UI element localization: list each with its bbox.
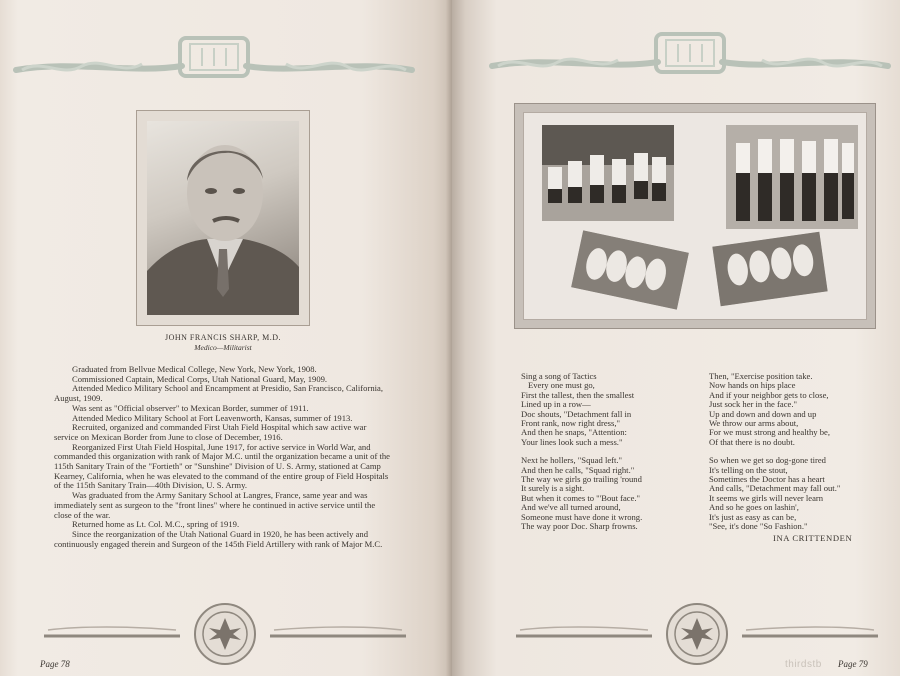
poem-line: Front rank, now right dress,"	[521, 418, 620, 429]
biography-text	[54, 365, 392, 549]
poem-line: Sing a song of Tactics	[521, 371, 597, 381]
group-photo-4	[712, 232, 827, 306]
bio-paragraph: Graduated from Bellvue Medical College, New York, New York, 1908.	[72, 364, 317, 374]
photo-collage	[514, 103, 876, 329]
poem-line: The way poor Doc. Sharp frowns.	[521, 521, 638, 532]
watermark: thirdstb	[785, 659, 822, 670]
poem-stanza	[521, 456, 642, 531]
maltese-cross-seal-icon	[40, 602, 410, 666]
portrait-frame	[136, 110, 310, 326]
bio-paragraph: Attended Medico Military School at Fort Leavenworth, Kansas, summer of 1913.	[72, 412, 353, 423]
poem-column-right	[709, 372, 840, 541]
poem-line: Your lines look such a mess."	[521, 436, 623, 447]
group-photo-3	[571, 230, 689, 309]
poem-line: But when it comes to "'Bout face."	[521, 492, 641, 503]
bio-paragraph: Commissioned Captain, Medical Corps, Utah National Guard, May, 1909.	[72, 373, 328, 384]
poem-line: It's just as easy as can be,	[709, 511, 797, 522]
poem-line: It seems we girls will never learn	[709, 492, 824, 503]
group-photo-2	[726, 125, 858, 229]
poem-line: Now hands on hips place	[709, 380, 796, 391]
poem-author: INA CRITTENDEN	[773, 533, 853, 543]
portrait-figure	[147, 121, 299, 315]
poem-line: The way we girls go trailing 'round	[521, 474, 642, 485]
bio-paragraph: Reorganized First Utah Field Hospital, June 1917, for active service in World War, and commanded this organization with rank of Major M.C. until the organization became a unit of the 115th Sanitary Train of the "Fortieth" or "Sunshine" Division of U. S. Army, stationed at Camp Kearney, California, when he was elevated to the command of the entire group of Field Hospitals of the 115th Sanitary Train—40th Division, U. S. Army.	[54, 441, 390, 491]
poem-line: "See, it's done "So Fashion."	[709, 521, 808, 532]
portrait-caption-name: JOHN FRANCIS SHARP, M.D.	[164, 333, 282, 342]
poem-column-left	[521, 372, 642, 541]
poem-line: We throw our arms about,	[709, 418, 799, 429]
poem-line: And then he snaps, "Attention:	[521, 427, 627, 438]
poem-line: Then, "Exercise position take.	[709, 371, 813, 381]
page-number-right: Page 79	[838, 659, 868, 669]
poem-line: Lined up in a row—	[521, 399, 591, 410]
portrait-photo	[147, 121, 299, 315]
right-page	[452, 0, 900, 676]
poem-line: And if your neighbor gets to close,	[709, 389, 829, 400]
page-number-left: Page 78	[40, 659, 70, 669]
poem-line: Sometimes the Doctor has a heart	[709, 474, 825, 485]
poem-line: Next he hollers, "Squad left."	[521, 455, 623, 466]
poem-stanza	[521, 372, 642, 447]
poem-line: Every one must go,	[528, 380, 595, 391]
poem-line: Just sock her in the face."	[709, 399, 797, 410]
poem-line: Doc shouts, "Detachment fall in	[521, 408, 632, 419]
photo-collage-inner	[523, 112, 867, 320]
poem-line: For we must strong and healthy be,	[709, 427, 831, 438]
poem-line: And then he calls, "Squad right."	[521, 464, 635, 475]
bio-paragraph: Attended Medico Military School and Encampment at Presidio, San Francisco, California, August, 1909.	[54, 383, 383, 404]
bio-paragraph: Recruited, organized and commanded First Utah Field Hospital which saw active war service on Mexican Border from June to close of December, 1916.	[54, 422, 367, 442]
poem-line: It surely is a sight.	[521, 483, 585, 494]
bio-paragraph: Was sent as "Official observer" to Mexican Border, summer of 1911.	[72, 402, 309, 413]
poem-line: So when we get so dog-gone tired	[709, 455, 826, 466]
poem-line: And so he goes on lashin',	[709, 502, 799, 513]
poem-stanza	[709, 372, 840, 447]
bio-paragraph: Since the reorganization of the Utah National Guard in 1920, he has been actively and continuously engaged therein and Surgeon of the 145th Field Artillery with rank of Major M.C.	[54, 528, 383, 549]
poem-line: Up and down and down and up	[709, 408, 817, 419]
poem-line: And calls, "Detachment may fall out."	[709, 483, 841, 494]
maltese-cross-seal-icon	[512, 602, 882, 666]
poem-line: And we've all turned around,	[521, 502, 621, 513]
bio-paragraph: Returned home as Lt. Col. M.C., spring of 1919.	[72, 519, 240, 530]
portrait-caption-title: Medico—Militarist	[194, 343, 252, 352]
poem-line: It's telling on the stout,	[709, 464, 788, 475]
poem-line: First the tallest, then the smallest	[521, 389, 635, 400]
poem-line: Of that there is no doubt.	[709, 436, 795, 447]
poem-stanza	[709, 456, 840, 531]
floral-crest-icon	[488, 26, 892, 78]
bio-paragraph: Was graduated from the Army Sanitary School at Langres, France, same year and was immediately sent as surgeon to the "front lines" where he continued in active service until the close of the war.	[54, 490, 376, 520]
group-photo-1	[542, 125, 674, 221]
poem-line: Someone must have done it wrong.	[521, 511, 643, 522]
floral-crest-icon	[12, 30, 416, 82]
